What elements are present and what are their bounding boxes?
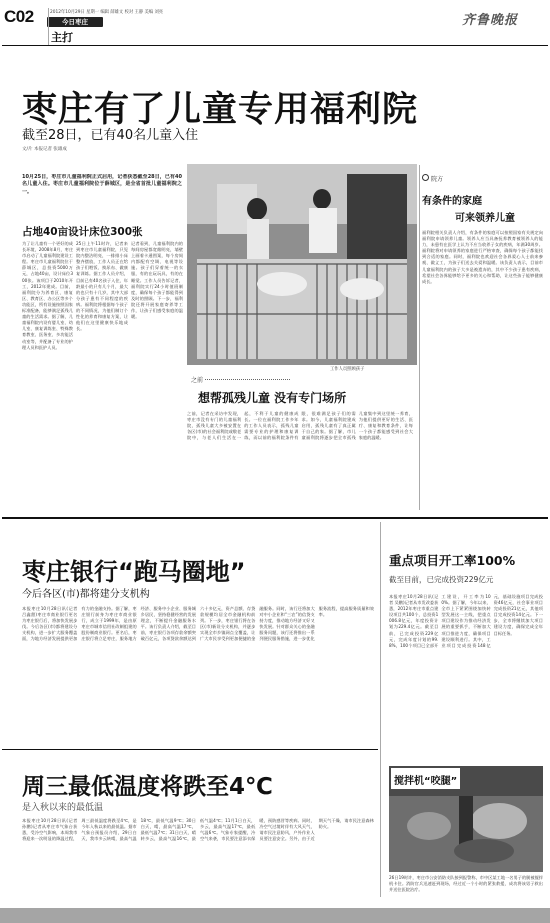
projects-photo-label: 搅拌机“咬腿”	[391, 768, 460, 789]
projects-body: 本报枣庄10月28日讯(记者 吴鹏)记者从市发改委获悉，2012年枣庄市重点建设项目共100个，总投资1006.8亿元，年度投资计划为229.4亿元。截至目前，已完成投资229亿元，完成年度计划的99.8%，100个项目已全部开工建设，开工率为100%。据了解，今年以来，全市上下紧紧围绕加快转型发展这一主线，把重点项目建设作为推动经济发展的重要抓手，不断加大项目推进力度，确保项目建设顺利进行。其中，工业项目完成投资148亿元，基础设施项目完成投资46亿元，社会事业项目完成投资21亿元，其他项目完成投资14亿元。下一步，全市将继续加大项目建设力度，确保完成全年目标任务。	[389, 594, 543, 648]
lead-photo	[187, 164, 417, 365]
lead-headline: 枣庄有了儿童专用福利院	[22, 90, 419, 130]
section-label: 今日枣庄	[62, 18, 88, 26]
sub-story-headline: 想帮孤残儿童 没有专门场所	[198, 391, 347, 405]
sidebar-title-line1: 有条件的家庭	[422, 196, 482, 207]
sub-story-body: 之前，记者在采访中发现，枣庄市没有专门的儿童福利院，孤残儿童大多被安置在各区(市)的社会福利院或敬老院中，与老人们生活在一起，不利于儿童的健康成长。一位在福利院工作多年的工作人员表示，孤残儿童需要专业的护理和康复训练，而以前的福利院条件有限，很难满足孩子们的需求。如今，儿童福利院建成启用，孤残儿童有了真正属于自己的家。据了解，市儿童福利院将逐步把全市孤残儿童集中到这里统一养育，为他们提供更好的生活、医疗、康复和教育条件，让每一个孩子都能感受到社会大家庭的温暖。	[187, 411, 413, 441]
section-badge	[47, 17, 103, 27]
lead-byline: 文/片 本报记者 张雄成	[22, 147, 67, 152]
bank-body: 本报枣庄10月28日讯(记者 吕鑫甜)枣庄市商业银行更名为枣庄银行后，将加快发展步伐。今后各区(市)都将建设分支机构，进一步扩大服务覆盖面，为地方经济发展提供更加有力的金融支持。据了解，枣庄银行前身为枣庄市商业银行，成立于1999年，是由原枣庄市城市信用社改制组建的股份制商业银行。更名后，枣庄银行将立足枣庄，服务地方经济、服务中小企业、服务城乡居民，坚持稳健经营的发展理念，不断提升金融服务水平。该行负责人介绍，截至目前，枣庄银行各项存款余额突破百亿元，各项贷款余额达到六十多亿元，资产总额、存贷款规模均居全市金融机构前列。下一步，枣庄银行将在各区(市)新设分支机构，并逐步实现全市乡镇网点全覆盖，让广大市民享受到更加便捷的金融服务。同时，该行还将加大对中小企业和“三农”的信贷支持力度，推动地方经济又好又快发展。针对群众关心的金融服务问题，该行还将推出一系列便民服务措施，进一步优化服务流程，提高服务质量和效率。	[22, 606, 374, 642]
lead-subtitle: 占地40亩设计床位300张	[22, 226, 143, 238]
page-number: C02	[4, 7, 34, 26]
lead-body-col1: 为了让儿童有一个更好的成长环境，2008年8月，枣庄市启动了儿童福利院建设工程。枣庄市儿童福利院位于薛城区，总投资5000万元，占地40亩，设计床位300张。该项目于2010年开工，2012年建成。目前，福利院分为养育区、康复区、教育区、办公区等多个功能区，所有设施按照国家标准配备，能够满足孤残儿童的生活需求。据了解，儿童福利院内设有婴儿室、幼儿室、康复训练室、特殊教育教室、医务室、多功能活动室等，并配备了专业的护理人员和医护人员。	[22, 241, 73, 350]
lead-photo-caption: 工作人员照顾孩子	[330, 367, 365, 372]
weather-headline: 周三最低温度将跌至4℃	[22, 774, 273, 800]
weather-subhead: 是入秋以来的最低温	[22, 803, 104, 813]
sidebar-kicker: 院方	[431, 176, 444, 183]
lead-intro: 10月25日，枣庄市儿童福利院正式启用，记者获悉截至28日，已有40名儿童入住。枣庄市儿童福利院位于薛城区，是全省首批儿童福利院之一。	[22, 174, 182, 195]
projects-headline: 重点项目开工率100%	[389, 553, 516, 568]
date-line: 2012年10月29日 星期一 编辑 薛雄文 校对 王静 美编 刘亮	[50, 10, 164, 15]
lead-body-col3: 记者看到，儿童福利院内的每间房屋都宽敞明亮，墙壁上画着卡通图案，每个房间内都配有空调、电视等设施。孩子们穿着统一的衣服，有的在玩玩具，有的在睡觉。工作人员告诉记者，福利院实行24小时值班制度，确保每个孩子都能得到及时的照顾。下一步，福利院还将开展家庭寄养等工作，让孩子们感受家庭的温暖。	[131, 241, 183, 320]
sidebar-body: 福利院相关负责人介绍，有条件的家庭可以按照国家有关规定向福利院申请领养儿童。领养人应当具备抚养教育被领养人的能力，未患有在医学上认为不应当收养子女的疾病，年满30周岁。福利院将对申请领养的家庭进行严格审查，确保每个孩子都能找到合适的家庭。同时，福利院也欢迎社会各界爱心人士前来参观、做义工，为孩子们送去关爱和温暖。该负责人表示，目前市儿童福利院内的孩子大多是被遗弃的，其中不少孩子患有疾病，希望社会各界能够给予更多的关心和帮助，让这些孩子能够健康成长。	[422, 230, 543, 284]
paper-logo: 齐鲁晚报	[462, 13, 519, 28]
projects-photo	[389, 766, 543, 872]
projects-photo-caption: 26日19时许，枣庄市公安消防支队接到报警称，市中区某工地一名男子的腿被搅拌机卡住。消防官兵迅速赶到现场，经过近一个小时的紧张救援，成功将该男子救出并送往医院治疗。	[389, 875, 543, 893]
bottom-band	[0, 908, 550, 923]
bank-subhead: 今后各区(市)都将建分支机构	[22, 589, 150, 600]
column-label: 主打	[51, 31, 73, 44]
sidebar-marker-icon	[422, 174, 429, 181]
lead-subhead: 截至28日，已有40名儿童入住	[22, 128, 199, 143]
masthead-rule	[2, 45, 548, 46]
sub-story-kicker: 之前	[191, 377, 204, 384]
sidebar-title-line2: 可来领养儿童	[455, 213, 515, 224]
bank-headline: 枣庄银行“跑马圈地”	[22, 558, 246, 586]
weather-body: 本报枣庄10月28日讯(记者 孙鹏)记者从枣庄市气象台获悉，受冷空气影响，本周我市将迎来一次明显的降温过程，周三最低温度将跌至4℃，是今年入秋以来的最低温。据市气象台预报员介绍，29日白天，我市多云转晴，最高气温18℃，最低气温9℃；30日白天，晴，最高气温17℃，最低气温7℃；31日白天，晴转多云，最高气温16℃，最低气温4℃；11月1日白天，多云，最高气温17℃，最低气温6℃。气象专家提醒，冷空气来袭，市民要注意添衣保暖，预防感冒等疾病。同时，冷空气过境时伴有大风天气，请市民注意防风，户外作业人员要注意安全。另外，由于近期天气干燥，请市民注意森林防火。	[22, 818, 374, 842]
lead-body-col2: 25日上午11时许，记者来到枣庄市儿童福利院，只见院内整洁明亮，一排排小床整齐摆放，工作人员正在给孩子们喂饭、换尿布、做康复训练。据工作人员介绍，目前已有40名孩子入住，年龄最小的只有几个月，最大的也只有十几岁，其中大部分孩子患有不同程度的疾病。福利院将根据每个孩子的不同情况，为他们制订个性化的养育和康复方案，让他们在这里健康快乐地成长。	[76, 241, 128, 332]
projects-subhead: 截至目前，已完成投资229亿元	[389, 575, 494, 584]
